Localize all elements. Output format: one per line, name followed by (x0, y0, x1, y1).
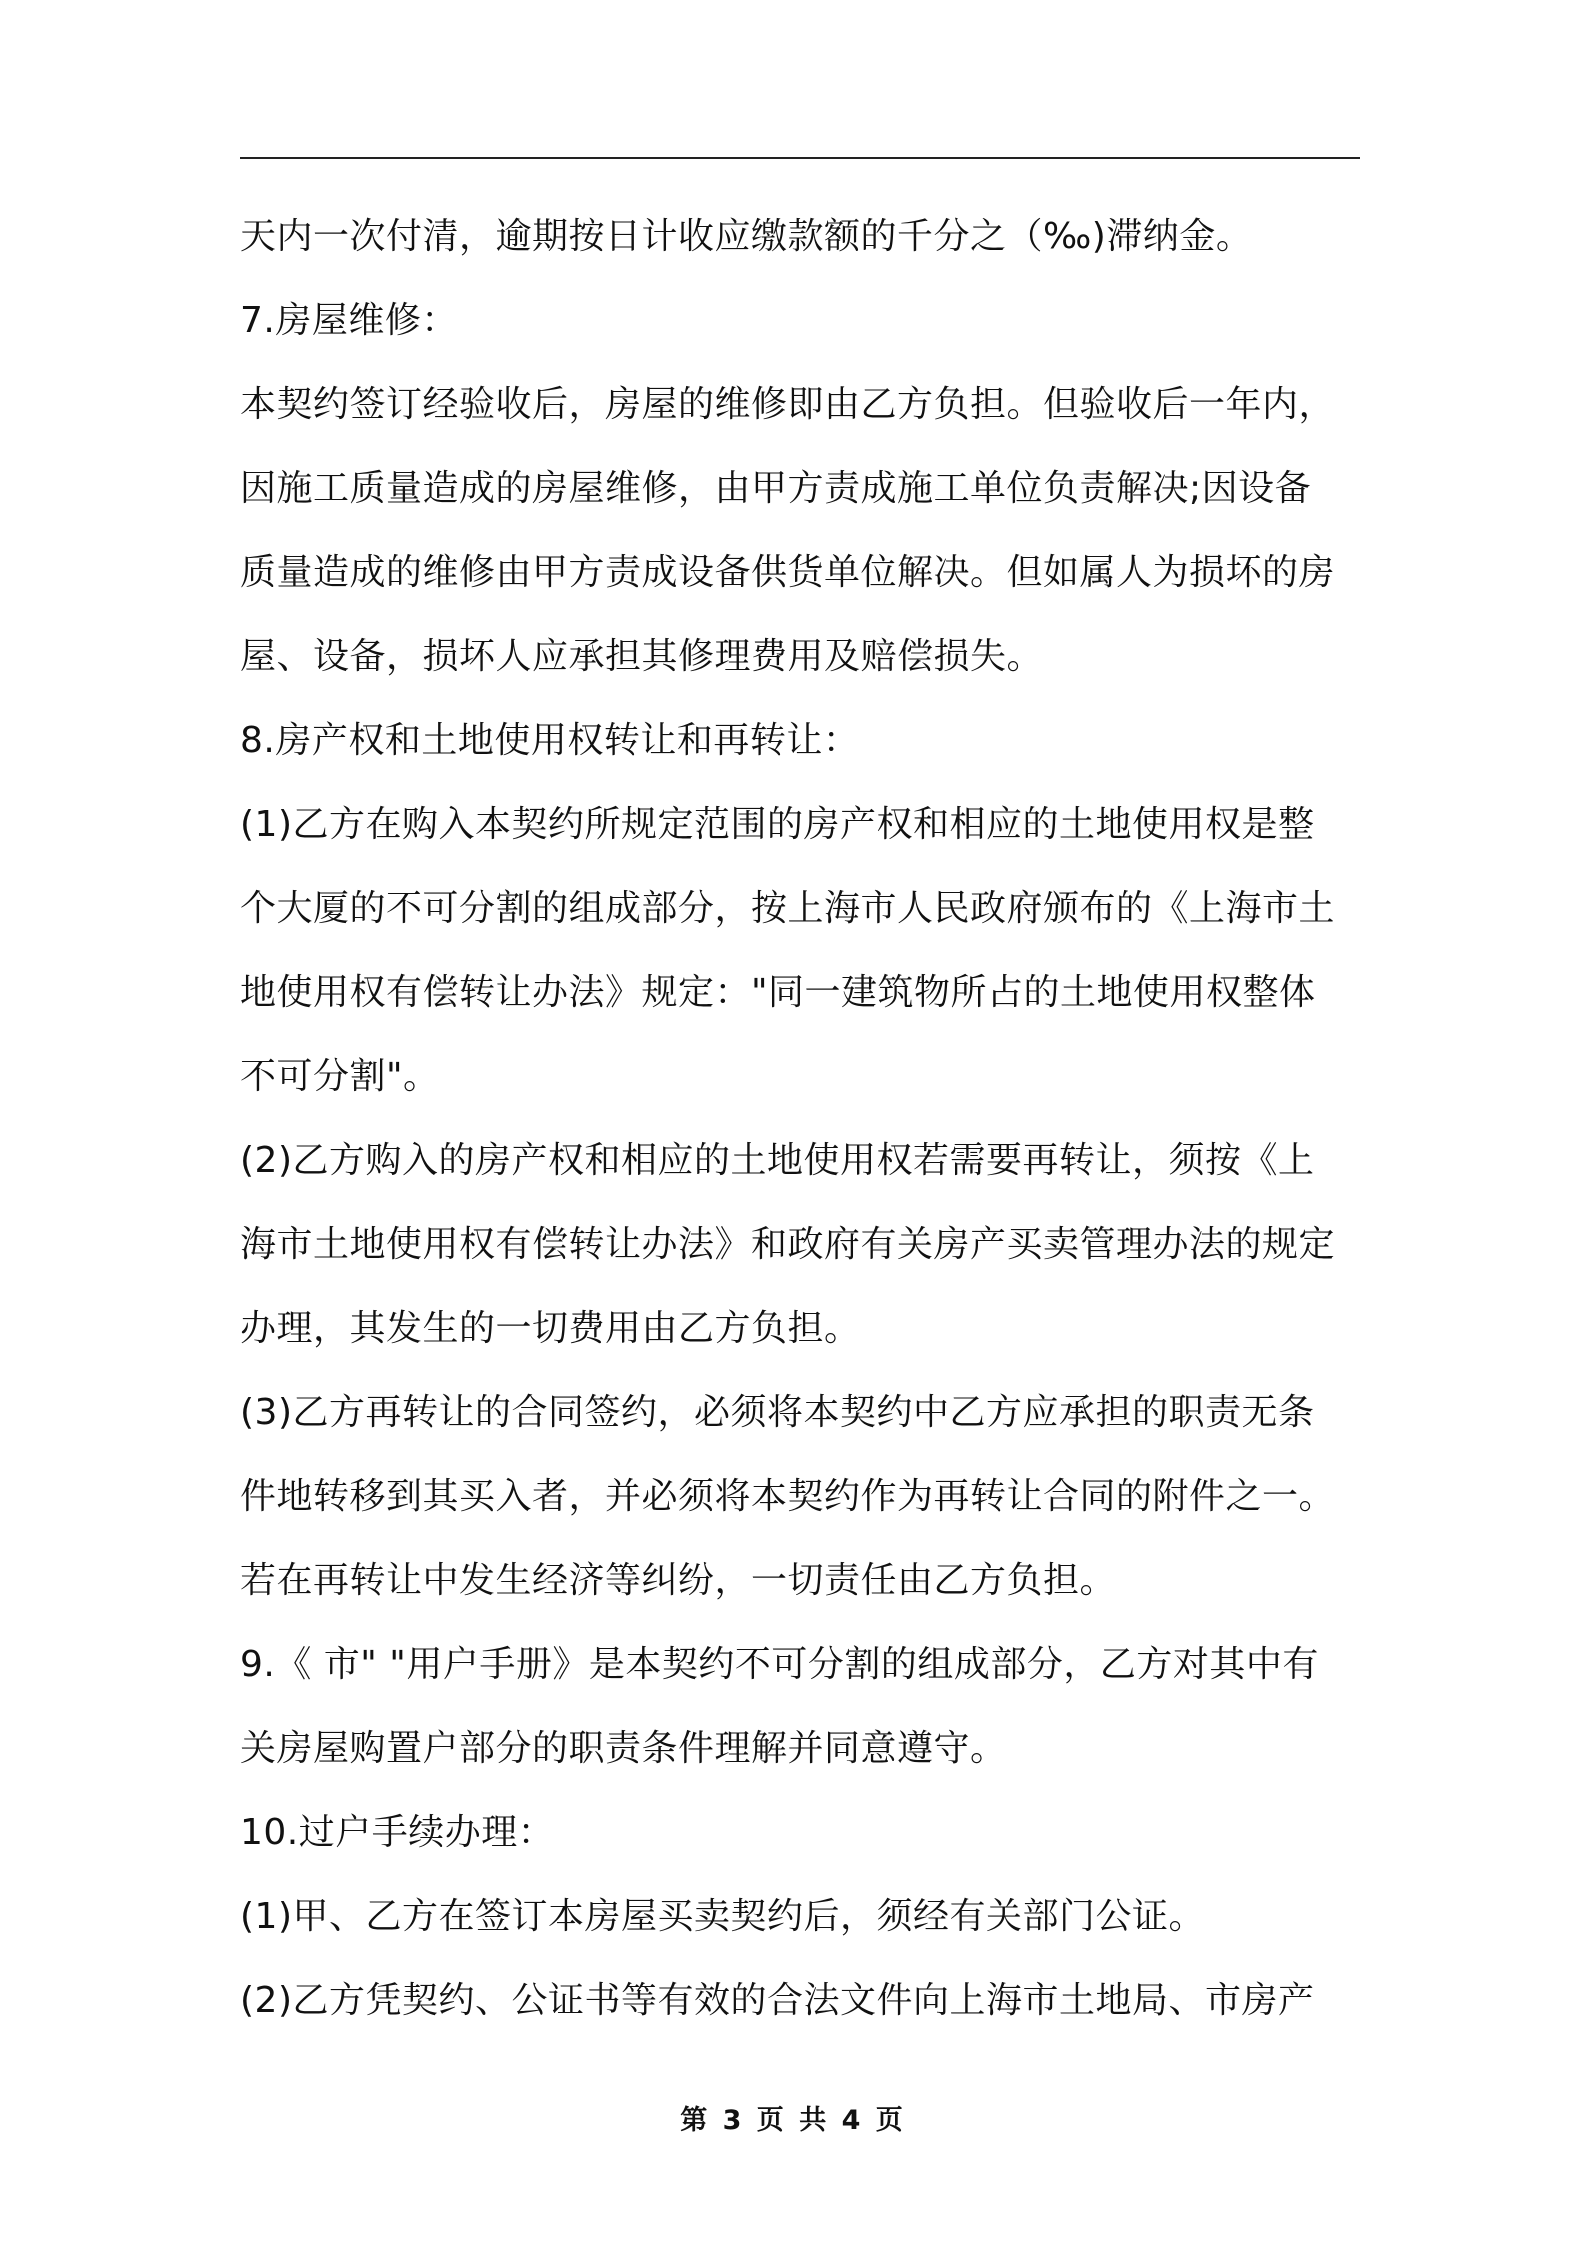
text-line: 海市土地使用权有偿转让办法》和政府有关房产买卖管理办法的规定 (240, 1224, 1336, 1265)
text-line: (2)乙方凭契约、公证书等有效的合法文件向上海市土地局、市房产 (240, 1980, 1315, 2021)
text-line: (1)甲、乙方在签订本房屋买卖契约后，须经有关部门公证。 (240, 1896, 1205, 1937)
text-line: 不可分割"。 (240, 1056, 440, 1097)
text-line: 个大厦的不可分割的组成部分，按上海市人民政府颁布的《上海市土 (240, 888, 1336, 929)
header-rule (240, 157, 1360, 159)
text-line: (3)乙方再转让的合同签约，必须将本契约中乙方应承担的职责无条 (240, 1392, 1315, 1433)
text-line: 若在再转让中发生经济等纠纷，一切责任由乙方负担。 (240, 1560, 1117, 1601)
text-line: 办理，其发生的一切费用由乙方负担。 (240, 1308, 861, 1349)
section-heading: 10.过户手续办理： (240, 1812, 555, 1853)
text-line: 因施工质量造成的房屋维修，由甲方责成施工单位负责解决;因设备 (240, 468, 1312, 509)
text-line: 地使用权有偿转让办法》规定："同一建筑物所占的土地使用权整体 (240, 972, 1316, 1013)
text-line: (2)乙方购入的房产权和相应的土地使用权若需要再转让，须按《上 (240, 1140, 1315, 1181)
text-line: (1)乙方在购入本契约所规定范围的房产权和相应的土地使用权是整 (240, 804, 1315, 845)
section-heading: 8.房产权和土地使用权转让和再转让： (240, 720, 860, 761)
text-line: 件地转移到其买入者，并必须将本契约作为再转让合同的附件之一。 (240, 1476, 1336, 1517)
section-heading: 7.房屋维修： (240, 300, 458, 341)
document-body (240, 195, 1360, 2043)
text-line: 天内一次付清，逾期按日计收应缴款额的千分之（‰)滞纳金。 (240, 216, 1253, 257)
text-line: 9.《 市" "用户手册》是本契约不可分割的组成部分，乙方对其中有 (240, 1644, 1319, 1685)
text-line: 本契约签订经验收后，房屋的维修即由乙方负担。但验收后一年内， (240, 384, 1336, 425)
text-line: 质量造成的维修由甲方责成设备供货单位解决。但如属人为损坏的房 (240, 552, 1336, 593)
text-line: 屋、设备，损坏人应承担其修理费用及赔偿损失。 (240, 636, 1044, 677)
page-number-footer: 第 3 页 共 4 页 (680, 2105, 906, 2136)
text-line: 关房屋购置户部分的职责条件理解并同意遵守。 (240, 1728, 1007, 1769)
